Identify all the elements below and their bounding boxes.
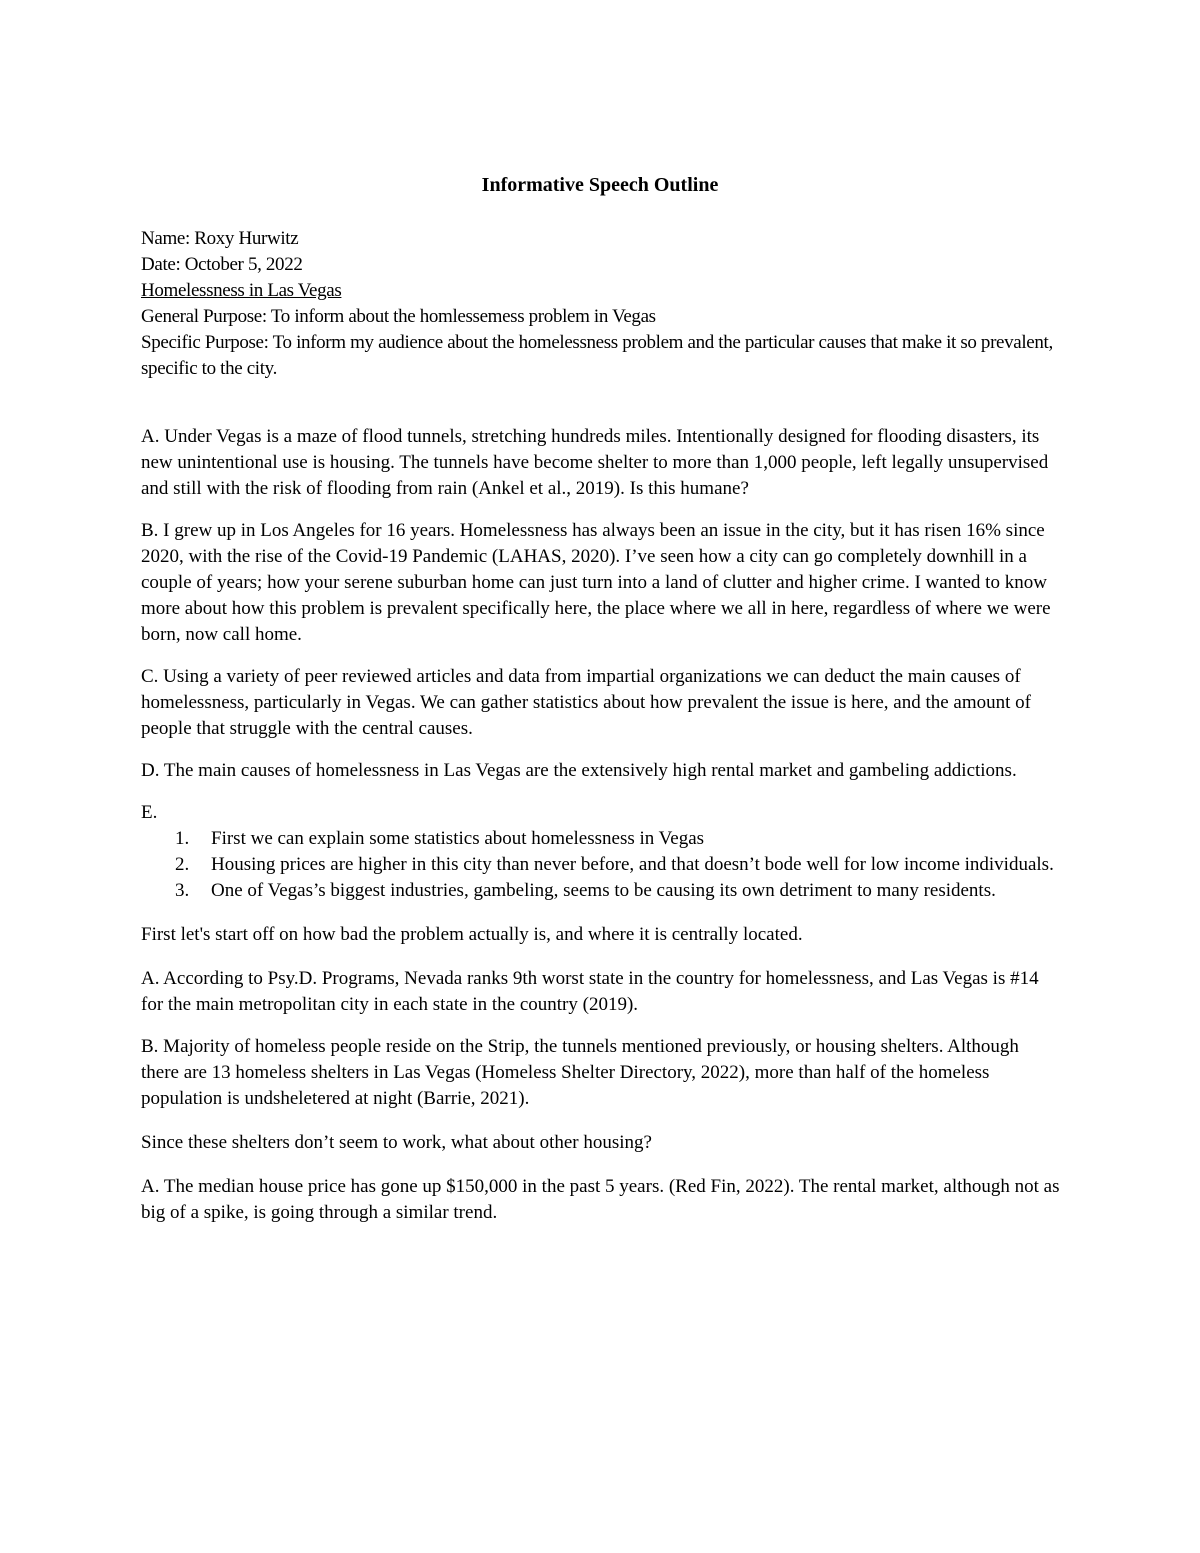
intro-point-d: D. The main causes of homelessness in Las Vegas are the extensively high rental market and gambeling addictions. [141, 760, 1017, 781]
preview-list [141, 826, 1061, 904]
list-item-text: Housing prices are higher in this city than never before, and that doesn’t bode well for low income individuals. [211, 854, 1054, 875]
spacer [141, 382, 1061, 424]
author-name: Name: Roxy Hurwitz [141, 228, 299, 249]
intro-point-a: A. Under Vegas is a maze of flood tunnels, stretching hundreds miles. Intentionally designed for flooding disasters, its new unintentional use is housing. The tunnels have become shelter to more than 1,000 people, left legally unsupervised and still with the risk of flooding from rain (Ankel et al., 2019). Is this humane? [141, 426, 1049, 499]
transition-2: Since these shelters don’t seem to work, what about other housing? [141, 1132, 652, 1153]
intro-point-c: C. Using a variety of peer reviewed articles and data from impartial organizations we can deduct the main causes of homelessness, particularly in Vegas. We can gather statistics about how prevalent the issue is here, and the amount of people that struggle with the central causes. [141, 666, 1032, 739]
document-title: Informative Speech Outline [481, 174, 719, 196]
speech-topic: Homelessness in Las Vegas [141, 280, 342, 301]
intro-point-b: B. I grew up in Los Angeles for 16 years. Homelessness has always been an issue in the city, but it has risen 16% since 2020, with the rise of the Covid-19 Pandemic (LAHAS, 2020). I’ve seen how a city can go completely downhill in a couple of years; how your serene suburban home can just turn into a land of clutter and higher crime. I wanted to know more about how this problem is prevalent specifically here, the place where we all in here, regardless of where we were born, now call home. [141, 520, 1051, 645]
document-date: Date: October 5, 2022 [141, 254, 303, 275]
section-1-point-a: A. According to Psy.D. Programs, Nevada ranks 9th worst state in the country for homelessness, and Las Vegas is #14 for the main metropolitan city in each state in the country (2019). [141, 968, 1039, 1015]
list-item-number: 3. [175, 880, 190, 901]
list-item-text: First we can explain some statistics about homelessness in Vegas [211, 828, 705, 849]
list-item-number: 1. [175, 828, 190, 849]
list-item [141, 878, 1061, 904]
list-item [141, 852, 1061, 878]
list-item-text: One of Vegas’s biggest industries, gambeling, seems to be causing its own detriment to many residents. [211, 880, 996, 901]
section-2-point-a: A. The median house price has gone up $150,000 in the past 5 years. (Red Fin, 2022). The rental market, although not as big of a spike, is going through a similar trend. [141, 1176, 1060, 1223]
general-purpose: General Purpose: To inform about the homlessemess problem in Vegas [141, 306, 656, 327]
document-page [141, 172, 1061, 1226]
list-item-number: 2. [175, 854, 190, 875]
list-item [141, 826, 1061, 852]
intro-point-e-label: E. [141, 802, 158, 823]
specific-purpose: Specific Purpose: To inform my audience about the homelessness problem and the particular causes that make it so prevalent, specific to the city. [141, 332, 1053, 379]
transition-1: First let's start off on how bad the problem actually is, and where it is centrally located. [141, 924, 803, 945]
section-1-point-b: B. Majority of homeless people reside on the Strip, the tunnels mentioned previously, or housing shelters. Although there are 13 homeless shelters in Las Vegas (Homeless Shelter Directory, 2022), more than half of the homeless population is undsheletered at night (Barrie, 2021). [141, 1036, 1019, 1109]
